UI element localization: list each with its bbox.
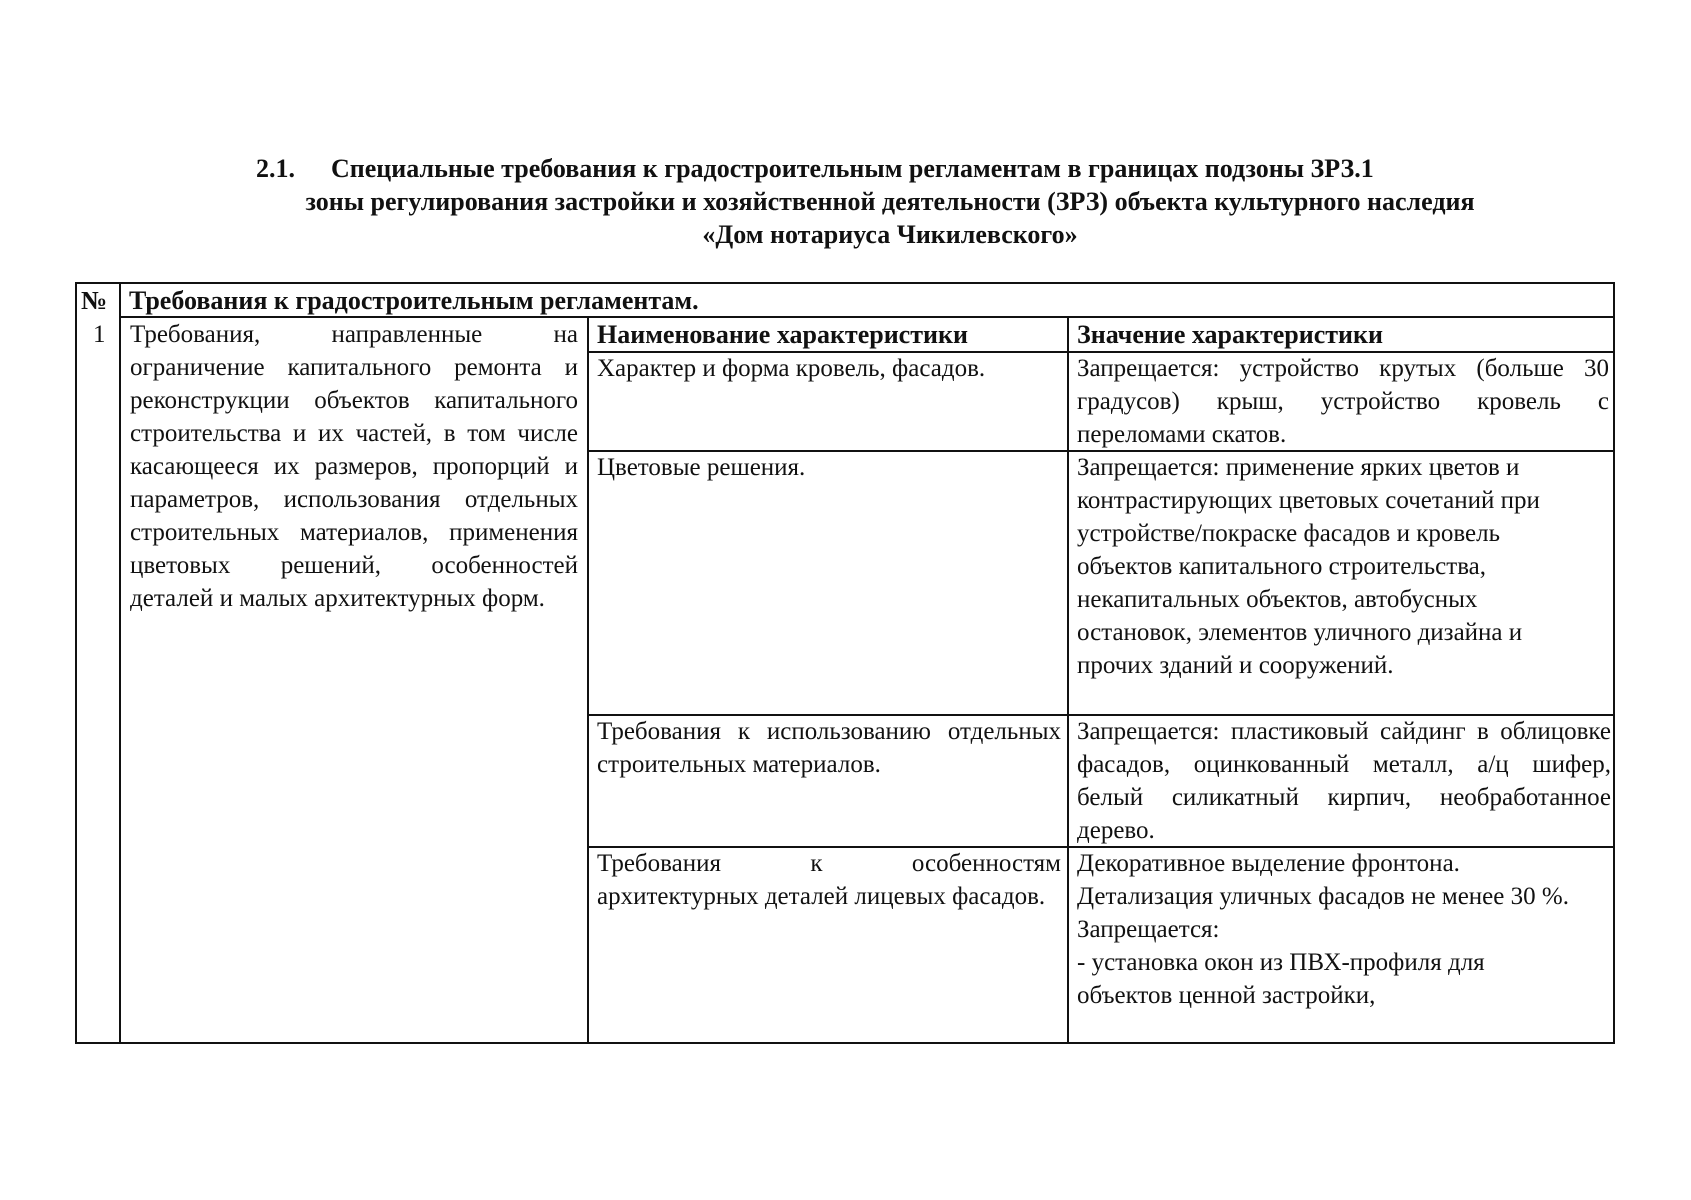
- value-line: Декоративное выделение фронтона.: [1077, 850, 1460, 877]
- subheader-name: Наименование характеристики: [597, 320, 968, 349]
- characteristic-value: Запрещается: устройство крутых (больше 30 градусов) крыш, устройство кровель с переломами скатов.: [1077, 355, 1609, 448]
- characteristic-name: Требования к особенностям архитектурных деталей лицевых фасадов.: [597, 850, 1061, 910]
- requirements-table: [75, 282, 1615, 1044]
- value-line: Запрещается:: [1077, 916, 1220, 943]
- section-number: 2.1.: [256, 154, 295, 183]
- title-line-2: зоны регулирования застройки и хозяйственной деятельности (ЗРЗ) объекта культурного наследия: [305, 187, 1475, 216]
- characteristic-name: Характер и форма кровель, фасадов.: [597, 355, 986, 382]
- requirement-description: Требования, направленные на ограничение капитального ремонта и реконструкции объектов капитального строительства и их частей, в том числе касающееся их размеров, пропорций и параметров, использования отдельных строительных материалов, применения цветовых решений, особенностей деталей и малых архитектурных форм.: [130, 321, 578, 612]
- value-line: - установка окон из ПВХ-профиля для объектов ценной застройки,: [1077, 949, 1485, 1009]
- characteristic-name: Требования к использованию отдельных строительных материалов.: [597, 718, 1061, 778]
- value-line: Детализация уличных фасадов не менее 30 %.: [1077, 883, 1569, 910]
- table-divider: [587, 318, 589, 1042]
- characteristic-value: Запрещается: пластиковый сайдинг в облицовке фасадов, оцинкованный металл, а/ц шифер, белый силикатный кирпич, необработанное дерево.: [1077, 718, 1611, 844]
- characteristic-name: Цветовые решения.: [597, 454, 806, 481]
- column-header-number: №: [81, 286, 108, 315]
- table-divider: [1067, 318, 1069, 1042]
- column-header-requirements: Требования к градостроительным регламентам.: [129, 286, 699, 315]
- subheader-value: Значение характеристики: [1077, 320, 1383, 349]
- document-title: [230, 152, 1550, 251]
- characteristic-value: Запрещается: применение ярких цветов и контрастирующих цветовых сочетаний при устройстве/покраске фасадов и кровель объектов капитального строительства, некапитальных объектов, автобусных остановок, элементов уличного дизайна и прочих зданий и сооружений.: [1077, 454, 1540, 679]
- title-line-3: «Дом нотариуса Чикилевского»: [702, 220, 1078, 249]
- table-divider: [119, 284, 121, 1042]
- title-line-1: 2.1. Специальные требования к градостроительным регламентам в границах подзоны ЗРЗ.1: [256, 154, 1374, 183]
- characteristic-value: [1077, 847, 1611, 1012]
- row-number: 1: [93, 321, 106, 348]
